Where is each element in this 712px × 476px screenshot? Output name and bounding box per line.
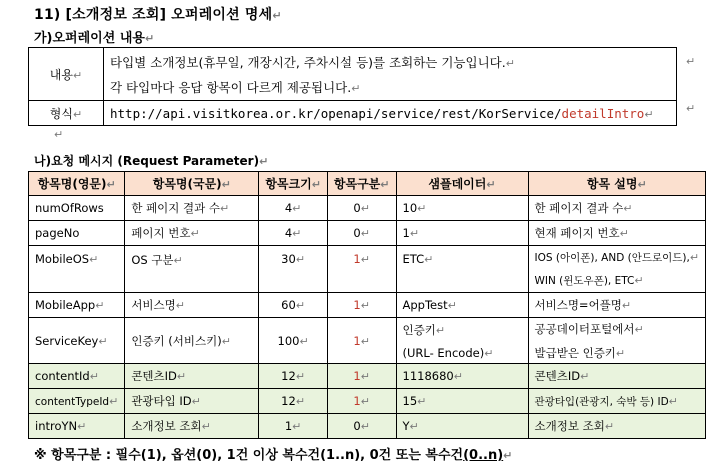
column-header: 항목 설명↵	[528, 172, 706, 196]
param-sample: 10↵	[396, 196, 528, 221]
param-type: 0↵	[327, 196, 396, 221]
format-url: http://api.visitkorea.or.kr/openapi/service/rest/KorService/detailIntro↵	[104, 101, 677, 126]
param-ko: 한 페이지 결과 수↵	[125, 196, 259, 221]
param-en: numOfRows	[29, 196, 125, 221]
operation-subheading: 가)오퍼레이션 내용↵	[34, 31, 155, 46]
param-en: MobileApp↵	[29, 293, 125, 318]
param-desc: 현재 페이지 번호↵	[528, 221, 706, 246]
param-sample: ETC↵	[396, 246, 528, 293]
content-value: 타입별 소개정보(휴무일, 개장시간, 주차시설 등)를 조회하는 기능입니다.↵ 각 타입마다 응답 항목이 다르게 제공됩니다.↵	[104, 48, 677, 101]
param-ko: 콘텐츠ID↵	[125, 364, 259, 389]
param-type: 1↵	[327, 318, 396, 364]
content-label: 내용↵	[29, 48, 104, 101]
table-row	[29, 389, 706, 414]
param-type: 0↵	[327, 414, 396, 439]
param-type: 1↵	[327, 246, 396, 293]
column-header: 항목명(국문)↵	[125, 172, 259, 196]
param-en: contentId↵	[29, 364, 125, 389]
param-desc: 한 페이지 결과 수↵	[528, 196, 706, 221]
param-sample: 1118680↵	[396, 364, 528, 389]
param-size: 4↵	[259, 221, 328, 246]
param-sample: AppTest↵	[396, 293, 528, 318]
paragraph-mark: ↵	[54, 128, 64, 141]
param-size: 100↵	[259, 318, 328, 364]
param-sample: 인증키↵ (URL- Encode)↵	[396, 318, 528, 364]
column-header: 샘플데이터↵	[396, 172, 528, 196]
table-row	[29, 414, 706, 439]
param-desc: 관광타입(관광지, 숙박 등) ID↵	[528, 389, 706, 414]
section-heading: 11) [소개정보 조회] 오퍼레이션 명세↵	[34, 7, 282, 23]
param-type: 1↵	[327, 389, 396, 414]
param-type: 1↵	[327, 364, 396, 389]
param-ko: 관광타입 ID↵	[125, 389, 259, 414]
param-ko: 페이지 번호↵	[125, 221, 259, 246]
param-ko: OS 구분↵	[125, 246, 259, 293]
table-row	[29, 293, 706, 318]
column-header: 항목크기↵	[259, 172, 328, 196]
param-size: 30↵	[259, 246, 328, 293]
param-sample: 15↵	[396, 389, 528, 414]
param-ko: 소개정보 조회↵	[125, 414, 259, 439]
column-header: 항목구분↵	[327, 172, 396, 196]
format-label: 형식↵	[29, 101, 104, 126]
operation-table	[28, 47, 677, 126]
param-size: 4↵	[259, 196, 328, 221]
param-size: 12↵	[259, 389, 328, 414]
table-row	[29, 221, 706, 246]
request-parameter-table	[28, 171, 706, 439]
request-subheading: 나)요청 메시지 (Request Parameter)↵	[34, 154, 269, 168]
param-en: ServiceKey↵	[29, 318, 125, 364]
param-desc: 소개정보 조회↵	[528, 414, 706, 439]
param-size: 60↵	[259, 293, 328, 318]
param-type: 0↵	[327, 221, 396, 246]
param-desc: 공공데이터포털에서↵ 발급받은 인증키↵	[528, 318, 706, 364]
table-row	[29, 246, 706, 293]
param-en: MobileOS↵	[29, 246, 125, 293]
cell-end-mark: ↵	[686, 55, 696, 68]
table-row	[29, 196, 706, 221]
param-desc: IOS (아이폰), AND (안드로이드),↵ WIN (윈도우폰), ETC↵	[528, 246, 706, 293]
param-sample: 1↵	[396, 221, 528, 246]
param-en: introYN↵	[29, 414, 125, 439]
param-desc: 서비스명=어플명↵	[528, 293, 706, 318]
column-header: 항목명(영문)↵	[29, 172, 125, 196]
param-ko: 서비스명↵	[125, 293, 259, 318]
param-desc: 콘텐츠ID↵	[528, 364, 706, 389]
table-row	[29, 364, 706, 389]
param-size: 1↵	[259, 414, 328, 439]
param-sample: Y↵	[396, 414, 528, 439]
param-type: 1↵	[327, 293, 396, 318]
param-en: contentTypeId↵	[29, 389, 125, 414]
cell-end-mark: ↵	[686, 102, 696, 115]
item-type-note: ※ 항목구분 : 필수(1), 옵션(0), 1건 이상 복수건(1..n), 0건 또는 복수건(0..n)↵	[34, 448, 513, 463]
table-row	[29, 318, 706, 364]
param-ko: 인증키 (서비스키)↵	[125, 318, 259, 364]
param-size: 12↵	[259, 364, 328, 389]
param-en: pageNo	[29, 221, 125, 246]
